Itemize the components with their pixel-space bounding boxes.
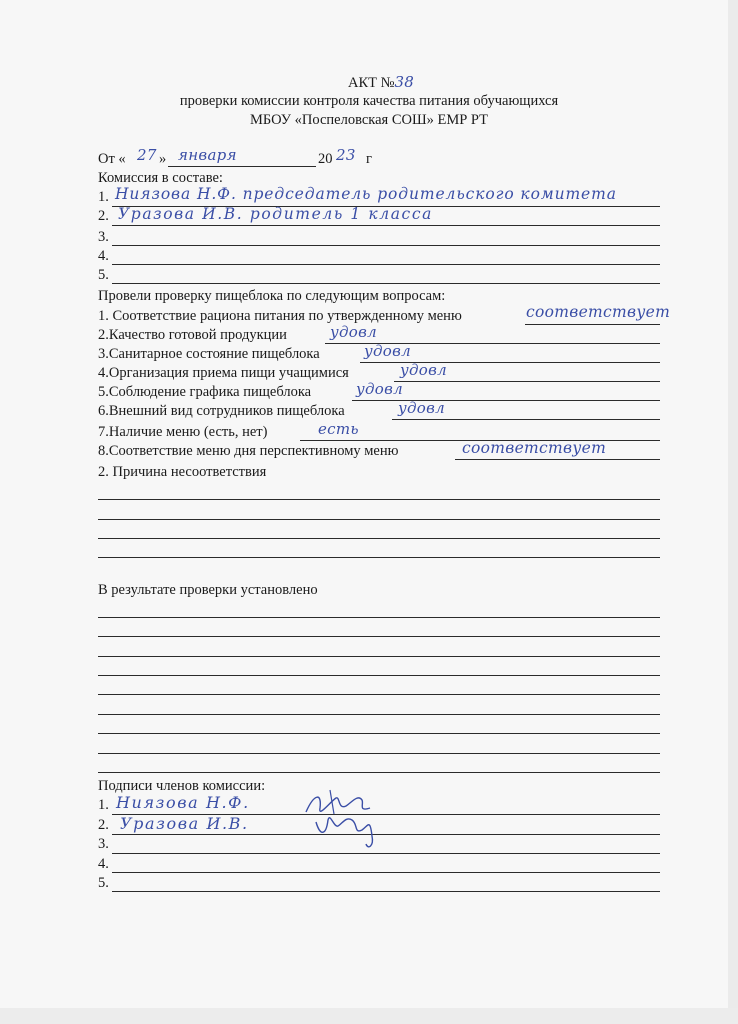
act-title-prefix: АКТ № [348, 75, 395, 91]
commission-label: Комиссия в составе: [98, 170, 223, 186]
school-name: МБОУ «Поспеловская СОШ» ЕМР РТ [249, 112, 489, 128]
scan-edge-right [728, 0, 738, 1024]
question-4-line [394, 381, 660, 382]
signature-2-mark [312, 806, 382, 852]
question-7: 7.Наличие меню (есть, нет) [98, 424, 268, 440]
signature-4-line [112, 872, 660, 873]
date-year-suffix: 23 [336, 146, 356, 164]
questions-label: Провели проверку пищеблока по следующим вопросам: [98, 288, 446, 304]
signature-5-num: 5. [98, 875, 109, 891]
answer-5: удовл [356, 380, 404, 398]
answer-2: удовл [330, 323, 378, 341]
member-4-line [112, 264, 660, 265]
result-line-2 [98, 636, 660, 637]
reason-line-3 [98, 538, 660, 539]
signature-3-num: 3. [98, 836, 109, 852]
signature-2-line [112, 834, 660, 835]
member-3-num: 3. [98, 229, 109, 245]
result-line-1 [98, 617, 660, 618]
answer-4: удовл [400, 361, 448, 379]
signature-5-line [112, 891, 660, 892]
question-2: 2.Качество готовой продукции [98, 327, 287, 343]
date-month: января [178, 146, 237, 164]
answer-1: соответствует [526, 303, 671, 321]
signature-1-text: Ниязова Н.Ф. [116, 793, 250, 812]
question-8-line [455, 459, 660, 460]
member-4-num: 4. [98, 248, 109, 264]
result-line-4 [98, 675, 660, 676]
answer-3: удовл [364, 342, 412, 360]
result-line-8 [98, 753, 660, 754]
reason-line-4 [98, 557, 660, 558]
result-line-7 [98, 733, 660, 734]
signature-4-num: 4. [98, 856, 109, 872]
date-year-prefix: 20 [318, 151, 333, 167]
result-line-5 [98, 694, 660, 695]
member-2-text: Уразова И.В. родитель 1 класса [118, 205, 433, 223]
answer-6: удовл [398, 399, 446, 417]
act-subtitle: проверки комиссии контроля качества питания обучающихся [179, 93, 559, 109]
question-3: 3.Санитарное состояние пищеблока [98, 346, 320, 362]
question-8: 8.Соответствие меню дня перспективному меню [98, 443, 399, 459]
question-4: 4.Организация приема пищи учащимися [98, 365, 349, 381]
signature-2-text: Уразова И.В. [120, 814, 249, 833]
act-title [348, 74, 414, 92]
question-1-line [525, 324, 660, 325]
answer-8: соответствует [462, 439, 607, 457]
signature-2-num: 2. [98, 817, 109, 833]
signature-1-num: 1. [98, 797, 109, 813]
member-5-line [112, 283, 660, 284]
reason-label: 2. Причина несоответствия [98, 464, 267, 480]
member-5-num: 5. [98, 267, 109, 283]
date-day: 27 [137, 146, 157, 164]
reason-line-1 [98, 499, 660, 500]
signatures-label: Подписи членов комиссии: [98, 778, 266, 794]
question-6: 6.Внешний вид сотрудников пищеблока [98, 403, 345, 419]
member-1-text: Ниязова Н.Ф. председатель родительского комитета [115, 185, 617, 203]
question-5: 5.Соблюдение графика пищеблока [98, 384, 312, 400]
signature-3-line [112, 853, 660, 854]
date-mid: » [159, 151, 167, 167]
act-number: 38 [394, 73, 415, 91]
result-line-9 [98, 772, 660, 773]
answer-7: есть [318, 420, 359, 438]
reason-line-2 [98, 519, 660, 520]
question-1: 1. Соответствие рациона питания по утвержденному меню [98, 308, 462, 324]
question-6-line [392, 419, 660, 420]
member-2-line [112, 225, 660, 226]
scan-edge-bottom [0, 1008, 738, 1024]
member-1-num: 1. [98, 189, 109, 205]
date-prefix: От « [98, 151, 126, 167]
date-suffix: г [366, 151, 372, 167]
result-line-3 [98, 656, 660, 657]
member-2-num: 2. [98, 208, 109, 224]
result-line-6 [98, 714, 660, 715]
member-3-line [112, 245, 660, 246]
date-month-line [168, 166, 316, 167]
result-label: В результате проверки установлено [98, 582, 318, 598]
